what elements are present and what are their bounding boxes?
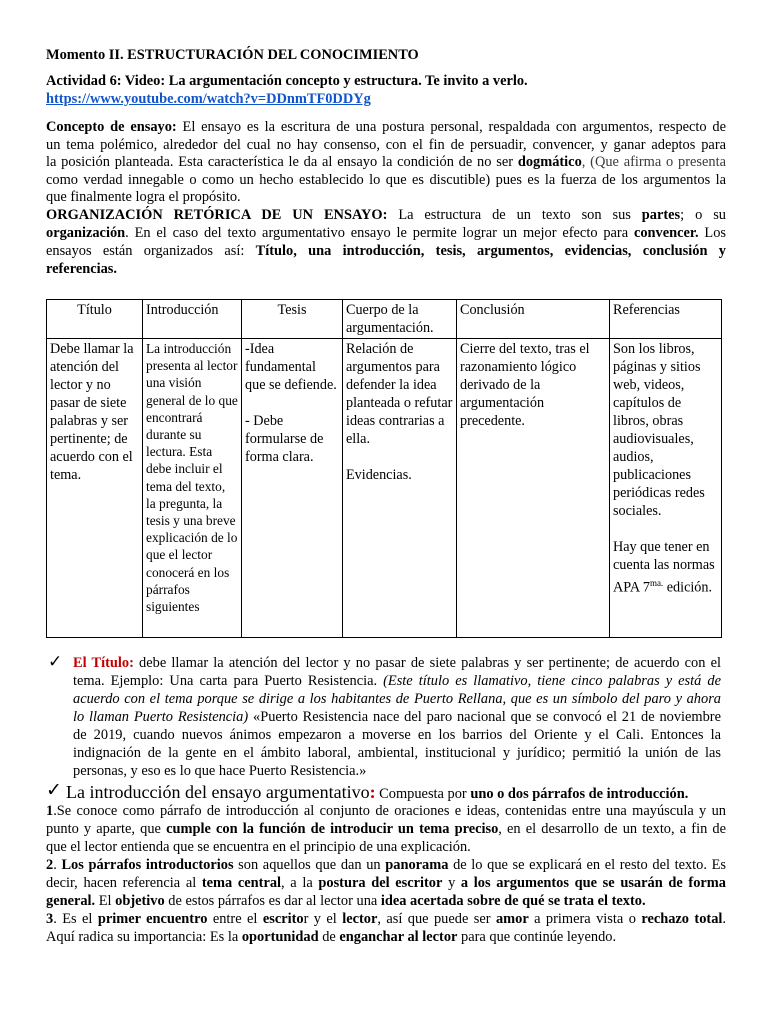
title-section-line-1: El Título: debe llamar la atención del lector y no pasar de siete palabras y ser pertinente; de acuerdo con el bbox=[73, 655, 721, 671]
cell-referencias: Son los libros, páginas y sitios web, videos, capítulos de libros, obras audiovisuales, audios, publicaciones periódicas redes sociales. Hay que tener en cuenta las normas APA $7^{ma.}$ edición. bbox=[610, 339, 722, 638]
intro-p2-line-3: general. El objetivo de estos párrafos es dar al lector una idea acertada sobre de qué se trata el texto. bbox=[46, 893, 646, 909]
cell-cuerpo: Relación de argumentos para defender la idea planteada o refutar ideas contrarias a ella. Evidencias. bbox=[343, 339, 457, 638]
header-conclusion: Conclusión bbox=[457, 300, 610, 339]
title-section-line-7: personas, y eso es lo que hace Puerto Resistencia.» bbox=[73, 763, 367, 779]
intro-p3-line-1: 3. Es el primer encuentro entre el escritor y el lector, así que puede ser amor a primera vista o rechazo total. bbox=[46, 911, 726, 927]
concept-line-1: Concepto de ensayo: El ensayo es la escritura de una postura personal, respaldada con argumentos, respecto de bbox=[46, 119, 726, 135]
cell-titulo: Debe llamar la atención del lector y no pasar de siete palabras y ser pertinente; de acuerdo con el tema. bbox=[47, 339, 143, 638]
header-cuerpo: Cuerpo de la argumentación. bbox=[343, 300, 457, 339]
table-header-row bbox=[47, 300, 722, 339]
intro-section-heading: La introducción del ensayo argumentativo: Compuesta por uno o dos párrafos de introducción. bbox=[66, 782, 689, 802]
title-section-line-2: tema. Ejemplo: Una carta para Puerto Resistencia. (Este título es llamativo, tiene cinco palabras y está de bbox=[73, 673, 721, 689]
concept-line-5: que finalmente logra el propósito. bbox=[46, 189, 241, 205]
title-section-line-5: de 2019, cuando nuevos ánimos empezaron a moverse en los barrios del Oriente y el Cali. Entonces la bbox=[73, 727, 721, 743]
cell-tesis: -Idea fundamental que se defiende. - Debe formularse de forma clara. bbox=[242, 339, 343, 638]
header-referencias: Referencias bbox=[610, 300, 722, 339]
dogmatico-term: dogmático bbox=[517, 154, 582, 170]
checkmark-icon: ✓ bbox=[48, 652, 63, 672]
intro-p1-line-2: punto y aparte, que cumple con la función de introducir un tema preciso, en el desarrollo de un texto, a fin de bbox=[46, 821, 726, 837]
cell-conclusion: Cierre del texto, tras el razonamiento lógico derivado de la argumentación precedente. bbox=[457, 339, 610, 638]
cell-introduccion: La introducción presenta al lector una visión general de lo que encontrará durante su lectura. Esta debe incluir el tema del texto, la pregunta, la tesis y una breve explicación de lo que el lector conocerá en los párrafos siguientes bbox=[143, 339, 242, 638]
intro-p3-line-2: Aquí radica su importancia: Es la oportunidad de enganchar al lector para que continúe leyendo. bbox=[46, 929, 617, 945]
video-link[interactable]: https://www.youtube.com/watch?v=DDnmTF0DDYg bbox=[46, 91, 371, 107]
concept-line-4: como verdad innegable o como un hecho establecido lo que es discutible) pues es la fuerza de los argumentos la bbox=[46, 172, 726, 188]
activity-title: Actividad 6: Video: La argumentación concepto y estructura. Te invito a verlo. bbox=[46, 73, 528, 89]
organization-label: ORGANIZACIÓN RETÓRICA DE UN ENSAYO: bbox=[46, 207, 388, 223]
intro-p2-line-2: decir, hacen referencia al tema central, a la postura del escritor y a los argumentos que se usarán de forma bbox=[46, 875, 726, 891]
organization-line-2: organización. En el caso del texto argumentativo ensayo le permite lograr un mejor efecto para convencer. Los bbox=[46, 225, 726, 241]
header-tesis: Tesis bbox=[242, 300, 343, 339]
concept-label: Concepto de ensayo: bbox=[46, 119, 177, 135]
organization-line-3: ensayos están organizados así: Título, una introducción, tesis, argumentos, evidencias, conclusión y bbox=[46, 243, 726, 259]
header-introduccion: Introducción bbox=[143, 300, 242, 339]
title-section-line-4: lo llaman Puerto Resistencia) «Puerto Resistencia nace del paro nacional que se convocó el 21 de noviembre bbox=[73, 709, 721, 725]
organization-line-4: referencias. bbox=[46, 261, 117, 277]
essay-structure-table bbox=[46, 299, 722, 638]
title-section-label: El Título bbox=[73, 655, 130, 671]
concept-line-2: un tema polémico, alrededor del cual no hay consenso, con el fin de persuadir, convencer, y ganar adeptos para bbox=[46, 137, 726, 153]
intro-p2-line-1: 2. Los párrafos introductorios son aquellos que dan un panorama de lo que se explicará en el resto del texto. Es bbox=[46, 857, 726, 873]
section-heading: Momento II. ESTRUCTURACIÓN DEL CONOCIMIENTO bbox=[46, 47, 419, 63]
title-section-line-6: indignación de la gente en el ámbito laboral, ambiental, institucional y jurídico; permitió la unión de las bbox=[73, 745, 721, 761]
checkmark-icon: ✓ bbox=[46, 779, 62, 801]
concept-line-3: la posición planteada. Esta característica le da al ensayo la condición de no ser dogmático, (Que afirma o presenta bbox=[46, 154, 726, 170]
header-titulo: Título bbox=[47, 300, 143, 339]
intro-p1-line-1: 1.Se conoce como párrafo de introducción al conjunto de oraciones e ideas, contenidas entre una mayúscula y un bbox=[46, 803, 726, 819]
organization-line-1: ORGANIZACIÓN RETÓRICA DE UN ENSAYO: La estructura de un texto son sus partes; o su bbox=[46, 207, 726, 223]
table-row bbox=[47, 339, 722, 638]
video-link-line bbox=[46, 91, 726, 109]
intro-p1-line-3: que el lector entienda que se encuentra en el principio de una explicación. bbox=[46, 839, 471, 855]
title-section-line-3: acuerdo con el tema porque se dirige a los habitantes de Puerto Rellana, que es un símbolo del paro y ahora bbox=[73, 691, 721, 707]
